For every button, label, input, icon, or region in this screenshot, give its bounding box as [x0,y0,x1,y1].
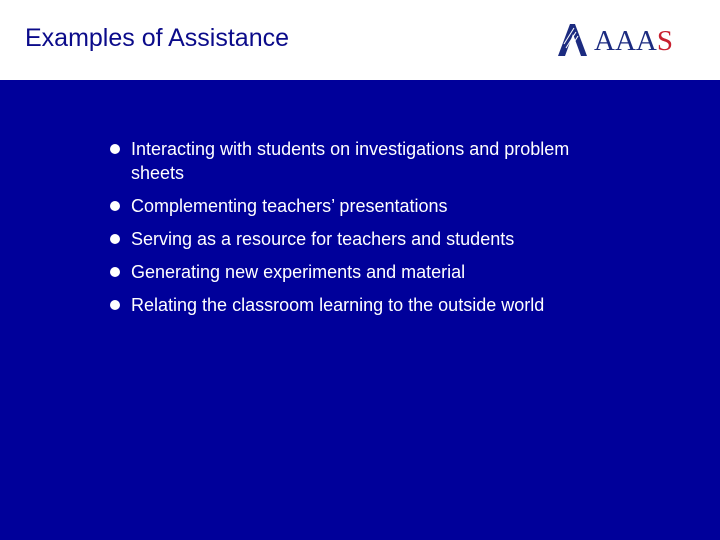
bullet-item [107,227,607,251]
bullet-item [107,137,607,185]
bullet-item [107,194,607,218]
bullet-text: Complementing teachers’ presentations [131,196,448,216]
bullet-icon [110,201,120,211]
bullet-text: Relating the classroom learning to the outside world [131,295,545,315]
aaas-logo-text-main: AAA [594,25,657,57]
bullet-text: Interacting with students on investigations and problem sheets [131,139,570,183]
bullet-list [107,137,607,326]
aaas-logo-text-last: S [656,25,673,57]
bullet-text: Generating new experiments and material [131,262,466,282]
aaas-logo [556,22,676,58]
bullet-text: Serving as a resource for teachers and students [131,229,515,249]
aaas-logo-text [594,26,673,56]
slide-header [0,0,720,80]
bullet-icon [110,144,120,154]
slide-content [0,80,720,540]
bullet-icon [110,234,120,244]
slide-title: Examples of Assistance [25,24,290,52]
bullet-icon [110,300,120,310]
aaas-logo-icon [556,22,592,58]
bullet-item [107,260,607,284]
bullet-icon [110,267,120,277]
bullet-item [107,293,607,317]
